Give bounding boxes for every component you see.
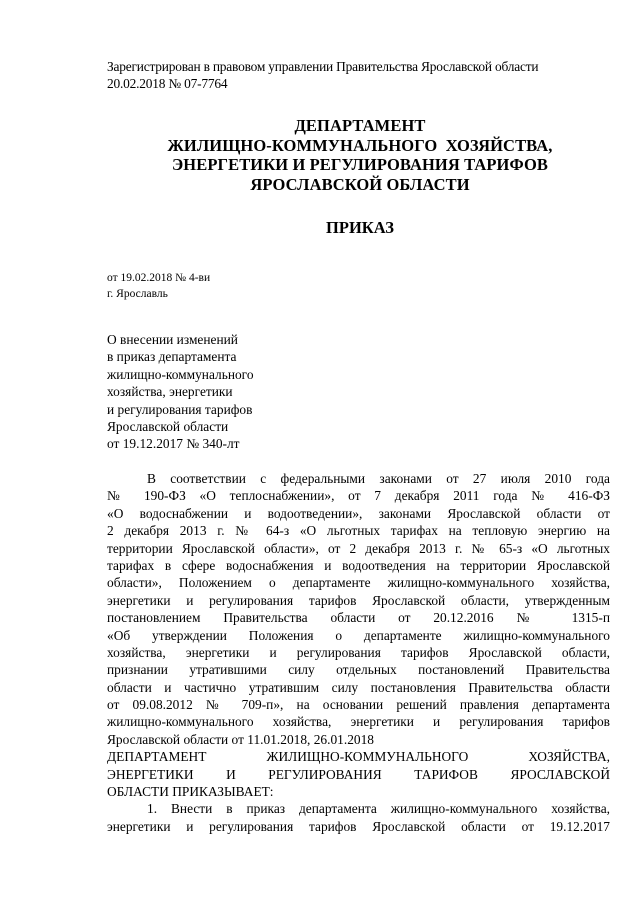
body-line: «О водоснабжении и водоотведении», законами Ярославской области от	[107, 505, 610, 521]
subject-line: жилищно-коммунального	[107, 366, 254, 382]
order-date-number: от 19.02.2018 № 4-ви	[107, 272, 211, 284]
subject-line: и регулирования тарифов	[107, 401, 253, 417]
body-line: территории Ярославской области», от 2 декабря 2013 г. № 65-з «О льготных	[107, 540, 610, 556]
department-line-4: ЯРОСЛАВСКОЙ ОБЛАСТИ	[250, 174, 470, 194]
department-line-2: ЖИЛИЩНО-КОММУНАЛЬНОГО ХОЗЯЙСТВА,	[167, 135, 553, 155]
subject-line: хозяйства, энергетики	[107, 384, 233, 400]
body-line: признании утратившими силу отдельных постановлений Правительства	[107, 662, 610, 678]
order-city: г. Ярославль	[107, 288, 168, 300]
subject-line: в приказ департамента	[107, 349, 237, 365]
order-meta	[107, 270, 210, 302]
subject-line: от 19.12.2017 № 340-лт	[107, 436, 240, 452]
body-line: постановлением Правительства области от 20.12.2016 № 1315-п	[107, 610, 610, 626]
order-title: ПРИКАЗ	[326, 218, 394, 237]
body-line: ДЕПАРТАМЕНТ ЖИЛИЩНО-КОММУНАЛЬНОГО ХОЗЯЙСТВА,	[107, 749, 610, 765]
body-line: области и частично утратившим силу постановления Правительства области	[107, 679, 610, 695]
body-line: 1. Внести в приказ департамента жилищно-коммунального хозяйства,	[147, 801, 610, 817]
body-line: ЭНЕРГЕТИКИ И РЕГУЛИРОВАНИЯ ТАРИФОВ ЯРОСЛАВСКОЙ	[107, 766, 610, 782]
subject-line: Ярославской области	[107, 419, 229, 435]
registration-note	[107, 58, 617, 92]
body-line: тарифах в сфере водоснабжения и водоотведения на территории Ярославской	[107, 557, 610, 573]
body-line: энергетики и регулирования тарифов Ярославской области от 19.12.2017	[107, 818, 610, 834]
body-line: энергетики и регулирования тарифов Ярославской области, утвержденным	[107, 592, 610, 608]
department-heading	[100, 116, 620, 194]
body-line: 2 декабря 2013 г. № 64-з «О льготных тарифах на тепловую энергию на	[107, 523, 610, 539]
body-line: хозяйства, энергетики и регулирования тарифов Ярославской области,	[107, 644, 610, 660]
order-body	[107, 470, 610, 835]
order-subject	[107, 331, 254, 453]
body-line: «Об утверждении Положения о департаменте жилищно-коммунального	[107, 627, 610, 643]
body-line: от 09.08.2012 № 709-п», на основании решений правления департамента	[107, 697, 610, 713]
body-line: Ярославской области от 11.01.2018, 26.01.2018	[107, 731, 374, 747]
body-line: № 190-ФЗ «О теплоснабжении», от 7 декабря 2011 года № 416-ФЗ	[107, 488, 610, 504]
registration-line-2: 20.02.2018 № 07-7764	[107, 76, 228, 91]
body-line: В соответствии с федеральными законами от 27 июля 2010 года	[147, 471, 610, 486]
subject-line: О внесении изменений	[107, 332, 238, 347]
body-line: ОБЛАСТИ ПРИКАЗЫВАЕТ:	[107, 784, 274, 800]
department-line-3: ЭНЕРГЕТИКИ И РЕГУЛИРОВАНИЯ ТАРИФОВ	[171, 155, 548, 174]
registration-line-1: Зарегистрирован в правовом управлении Правительства Ярославской области	[107, 59, 539, 74]
body-line: жилищно-коммунального хозяйства, энергетики и регулирования тарифов	[107, 714, 610, 730]
body-line: области», Положением о департаменте жилищно-коммунального хозяйства,	[107, 575, 610, 591]
department-line-1: ДЕПАРТАМЕНТ	[294, 116, 426, 135]
